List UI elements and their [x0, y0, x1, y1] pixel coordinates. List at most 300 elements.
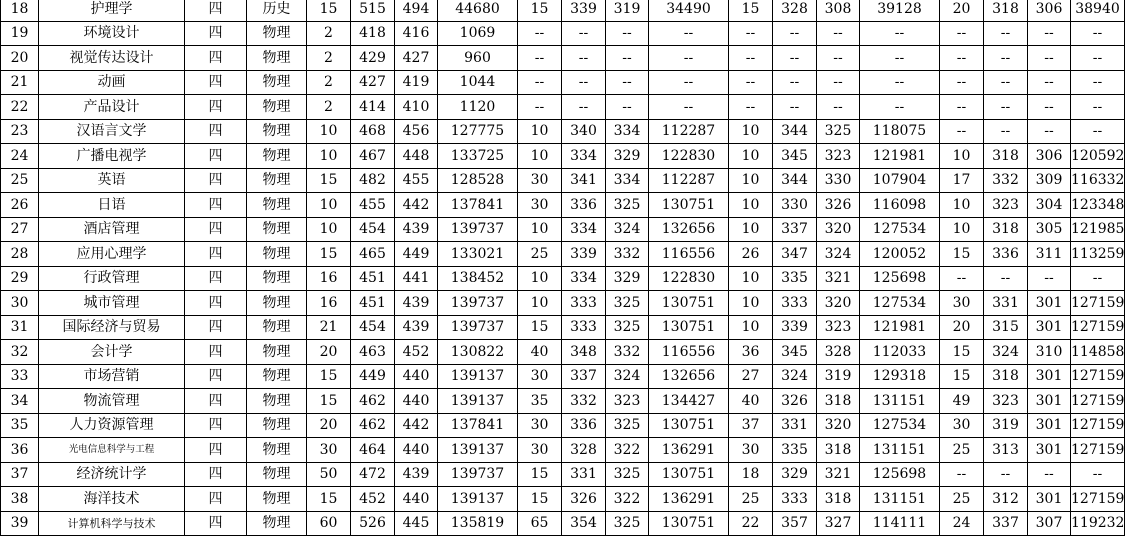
max-score-cell: --: [773, 95, 817, 120]
min-score-cell: 321: [817, 266, 860, 291]
min-score-cell: 416: [395, 21, 438, 46]
max-score-cell: 339: [562, 242, 606, 267]
max-score-cell: 341: [562, 168, 606, 193]
subject-cell: 物理: [247, 462, 307, 487]
min-rank-cell: 127775: [438, 119, 518, 144]
min-rank-cell: --: [1071, 266, 1125, 291]
min-score-cell: 301: [1028, 364, 1071, 389]
major-name-cell: 会计学: [39, 340, 185, 365]
max-score-cell: --: [984, 95, 1028, 120]
duration-cell: 四: [185, 291, 247, 316]
table-row: [1, 462, 1125, 487]
max-score-cell: 468: [351, 119, 395, 144]
plan-count-cell: 15: [940, 364, 984, 389]
plan-count-cell: 30: [729, 438, 773, 463]
max-score-cell: 414: [351, 95, 395, 120]
max-score-cell: 337: [984, 511, 1028, 536]
max-score-cell: --: [562, 21, 606, 46]
min-score-cell: 449: [395, 242, 438, 267]
min-rank-cell: 139137: [438, 389, 518, 414]
min-score-cell: 439: [395, 217, 438, 242]
plan-count-cell: 10: [940, 217, 984, 242]
plan-count-cell: 10: [729, 168, 773, 193]
row-index-cell: 29: [1, 266, 39, 291]
min-score-cell: 304: [1028, 193, 1071, 218]
min-rank-cell: 134427: [649, 389, 729, 414]
min-rank-cell: --: [860, 70, 940, 95]
duration-cell: 四: [185, 413, 247, 438]
min-rank-cell: --: [649, 95, 729, 120]
plan-count-cell: 10: [729, 291, 773, 316]
min-rank-cell: --: [860, 21, 940, 46]
min-score-cell: 329: [606, 266, 649, 291]
max-score-cell: 331: [773, 413, 817, 438]
subject-cell: 物理: [247, 438, 307, 463]
min-score-cell: --: [1028, 21, 1071, 46]
max-score-cell: --: [562, 95, 606, 120]
max-score-cell: 515: [351, 0, 395, 21]
subject-cell: 物理: [247, 315, 307, 340]
table-row: [1, 193, 1125, 218]
plan-count-cell: 30: [518, 438, 562, 463]
table-row: [1, 438, 1125, 463]
min-score-cell: 334: [606, 168, 649, 193]
min-rank-cell: 116556: [649, 340, 729, 365]
plan-count-cell: 10: [518, 291, 562, 316]
row-index-cell: 36: [1, 438, 39, 463]
plan-count-cell: 30: [940, 291, 984, 316]
plan-count-cell: 25: [940, 487, 984, 512]
max-score-cell: 312: [984, 487, 1028, 512]
max-score-cell: 449: [351, 364, 395, 389]
min-rank-cell: 1069: [438, 21, 518, 46]
row-index-cell: 19: [1, 21, 39, 46]
plan-count-cell: 40: [518, 340, 562, 365]
min-rank-cell: --: [1071, 46, 1125, 71]
min-rank-cell: --: [860, 95, 940, 120]
max-score-cell: 323: [984, 193, 1028, 218]
subject-cell: 物理: [247, 291, 307, 316]
plan-count-cell: 20: [307, 413, 351, 438]
min-rank-cell: 114858: [1071, 340, 1125, 365]
max-score-cell: 318: [984, 0, 1028, 21]
table-row: [1, 70, 1125, 95]
max-score-cell: 418: [351, 21, 395, 46]
min-rank-cell: 130751: [649, 413, 729, 438]
min-score-cell: --: [1028, 95, 1071, 120]
plan-count-cell: 18: [729, 462, 773, 487]
row-index-cell: 27: [1, 217, 39, 242]
max-score-cell: 465: [351, 242, 395, 267]
min-rank-cell: 116098: [860, 193, 940, 218]
min-score-cell: --: [606, 95, 649, 120]
min-score-cell: 323: [817, 315, 860, 340]
min-rank-cell: --: [649, 46, 729, 71]
duration-cell: 四: [185, 217, 247, 242]
max-score-cell: 332: [984, 168, 1028, 193]
min-rank-cell: 127159: [1071, 291, 1125, 316]
major-name-cell: 人力资源管理: [39, 413, 185, 438]
max-score-cell: 455: [351, 193, 395, 218]
max-score-cell: 324: [984, 340, 1028, 365]
min-rank-cell: 122830: [649, 144, 729, 169]
min-rank-cell: 39128: [860, 0, 940, 21]
table-row: [1, 487, 1125, 512]
min-rank-cell: 139737: [438, 315, 518, 340]
min-rank-cell: 139137: [438, 364, 518, 389]
min-rank-cell: 133021: [438, 242, 518, 267]
min-rank-cell: 122830: [649, 266, 729, 291]
min-score-cell: 327: [817, 511, 860, 536]
table-row: [1, 46, 1125, 71]
plan-count-cell: 30: [518, 364, 562, 389]
min-score-cell: 442: [395, 413, 438, 438]
min-score-cell: 329: [606, 144, 649, 169]
min-score-cell: 301: [1028, 413, 1071, 438]
min-score-cell: 440: [395, 389, 438, 414]
max-score-cell: 339: [562, 0, 606, 21]
min-score-cell: 334: [606, 119, 649, 144]
min-rank-cell: 127159: [1071, 364, 1125, 389]
max-score-cell: 345: [773, 340, 817, 365]
duration-cell: 四: [185, 95, 247, 120]
max-score-cell: 315: [984, 315, 1028, 340]
min-rank-cell: 138452: [438, 266, 518, 291]
min-score-cell: 305: [1028, 217, 1071, 242]
min-rank-cell: 112287: [649, 119, 729, 144]
min-score-cell: 306: [1028, 0, 1071, 21]
max-score-cell: 451: [351, 266, 395, 291]
min-score-cell: 324: [606, 217, 649, 242]
plan-count-cell: 30: [518, 193, 562, 218]
duration-cell: 四: [185, 487, 247, 512]
min-rank-cell: 34490: [649, 0, 729, 21]
min-score-cell: 456: [395, 119, 438, 144]
min-rank-cell: 107904: [860, 168, 940, 193]
min-rank-cell: 127534: [860, 291, 940, 316]
min-score-cell: 309: [1028, 168, 1071, 193]
min-score-cell: 328: [817, 340, 860, 365]
min-rank-cell: 121985: [1071, 217, 1125, 242]
major-name-cell: 计算机科学与技术: [39, 511, 185, 536]
plan-count-cell: 10: [307, 119, 351, 144]
duration-cell: 四: [185, 168, 247, 193]
max-score-cell: 526: [351, 511, 395, 536]
min-rank-cell: 1120: [438, 95, 518, 120]
min-score-cell: --: [1028, 266, 1071, 291]
min-rank-cell: 960: [438, 46, 518, 71]
plan-count-cell: --: [518, 70, 562, 95]
plan-count-cell: --: [940, 46, 984, 71]
plan-count-cell: 2: [307, 95, 351, 120]
plan-count-cell: 10: [518, 144, 562, 169]
max-score-cell: 336: [984, 242, 1028, 267]
row-index-cell: 37: [1, 462, 39, 487]
min-score-cell: 442: [395, 193, 438, 218]
min-rank-cell: 125698: [860, 462, 940, 487]
major-name-cell: 日语: [39, 193, 185, 218]
min-score-cell: 439: [395, 462, 438, 487]
max-score-cell: 354: [562, 511, 606, 536]
max-score-cell: 329: [773, 462, 817, 487]
max-score-cell: 345: [773, 144, 817, 169]
min-rank-cell: 129318: [860, 364, 940, 389]
min-score-cell: 325: [606, 193, 649, 218]
plan-count-cell: 25: [518, 242, 562, 267]
min-rank-cell: 113259: [1071, 242, 1125, 267]
min-score-cell: 325: [817, 119, 860, 144]
max-score-cell: --: [984, 70, 1028, 95]
duration-cell: 四: [185, 0, 247, 21]
min-score-cell: 301: [1028, 315, 1071, 340]
plan-count-cell: --: [729, 70, 773, 95]
max-score-cell: --: [562, 70, 606, 95]
max-score-cell: 318: [984, 144, 1028, 169]
major-name-cell: 市场营销: [39, 364, 185, 389]
min-score-cell: 440: [395, 364, 438, 389]
plan-count-cell: 20: [940, 0, 984, 21]
min-score-cell: 440: [395, 487, 438, 512]
row-index-cell: 21: [1, 70, 39, 95]
subject-cell: 物理: [247, 95, 307, 120]
min-rank-cell: 132656: [649, 217, 729, 242]
row-index-cell: 38: [1, 487, 39, 512]
duration-cell: 四: [185, 21, 247, 46]
max-score-cell: 463: [351, 340, 395, 365]
plan-count-cell: 15: [940, 242, 984, 267]
subject-cell: 物理: [247, 511, 307, 536]
max-score-cell: 334: [562, 266, 606, 291]
plan-count-cell: 10: [307, 144, 351, 169]
table-row: [1, 144, 1125, 169]
max-score-cell: 333: [562, 291, 606, 316]
min-score-cell: 448: [395, 144, 438, 169]
min-rank-cell: 130751: [649, 511, 729, 536]
min-rank-cell: 44680: [438, 0, 518, 21]
subject-cell: 物理: [247, 364, 307, 389]
major-name-cell: 国际经济与贸易: [39, 315, 185, 340]
max-score-cell: 344: [773, 168, 817, 193]
min-rank-cell: 121981: [860, 144, 940, 169]
min-rank-cell: 127534: [860, 413, 940, 438]
max-score-cell: 326: [562, 487, 606, 512]
max-score-cell: 452: [351, 487, 395, 512]
max-score-cell: --: [984, 21, 1028, 46]
plan-count-cell: 16: [307, 291, 351, 316]
max-score-cell: 330: [773, 193, 817, 218]
max-score-cell: 313: [984, 438, 1028, 463]
max-score-cell: 336: [562, 193, 606, 218]
max-score-cell: 348: [562, 340, 606, 365]
min-rank-cell: 123348: [1071, 193, 1125, 218]
min-rank-cell: 114111: [860, 511, 940, 536]
min-score-cell: --: [1028, 119, 1071, 144]
plan-count-cell: 10: [729, 119, 773, 144]
major-name-cell: 英语: [39, 168, 185, 193]
min-score-cell: 320: [817, 413, 860, 438]
plan-count-cell: 30: [518, 168, 562, 193]
max-score-cell: 326: [773, 389, 817, 414]
plan-count-cell: 60: [307, 511, 351, 536]
major-name-cell: 视觉传达设计: [39, 46, 185, 71]
min-rank-cell: 136291: [649, 438, 729, 463]
plan-count-cell: 27: [729, 364, 773, 389]
max-score-cell: 319: [984, 413, 1028, 438]
duration-cell: 四: [185, 70, 247, 95]
min-score-cell: 325: [606, 413, 649, 438]
max-score-cell: 318: [984, 364, 1028, 389]
max-score-cell: 340: [562, 119, 606, 144]
table-row: [1, 340, 1125, 365]
major-name-cell: 应用心理学: [39, 242, 185, 267]
duration-cell: 四: [185, 511, 247, 536]
max-score-cell: --: [984, 266, 1028, 291]
major-name-cell: 汉语言文学: [39, 119, 185, 144]
max-score-cell: 337: [773, 217, 817, 242]
max-score-cell: 333: [773, 291, 817, 316]
row-index-cell: 18: [1, 0, 39, 21]
row-index-cell: 30: [1, 291, 39, 316]
min-rank-cell: 121981: [860, 315, 940, 340]
max-score-cell: 335: [773, 266, 817, 291]
subject-cell: 物理: [247, 389, 307, 414]
min-rank-cell: 130751: [649, 291, 729, 316]
duration-cell: 四: [185, 438, 247, 463]
major-name-cell: 环境设计: [39, 21, 185, 46]
min-score-cell: 326: [817, 193, 860, 218]
plan-count-cell: 30: [940, 413, 984, 438]
row-index-cell: 33: [1, 364, 39, 389]
min-rank-cell: 131151: [860, 438, 940, 463]
table-row: [1, 364, 1125, 389]
max-score-cell: --: [984, 119, 1028, 144]
plan-count-cell: 10: [518, 217, 562, 242]
min-rank-cell: 120052: [860, 242, 940, 267]
min-rank-cell: 127159: [1071, 413, 1125, 438]
min-rank-cell: 139137: [438, 438, 518, 463]
min-rank-cell: 130751: [649, 193, 729, 218]
subject-cell: 物理: [247, 487, 307, 512]
major-name-cell: 经济统计学: [39, 462, 185, 487]
max-score-cell: 454: [351, 217, 395, 242]
min-score-cell: --: [606, 70, 649, 95]
min-score-cell: 419: [395, 70, 438, 95]
max-score-cell: 328: [773, 0, 817, 21]
min-score-cell: 310: [1028, 340, 1071, 365]
row-index-cell: 32: [1, 340, 39, 365]
min-score-cell: --: [817, 95, 860, 120]
table-body: [1, 0, 1125, 536]
plan-count-cell: 15: [307, 389, 351, 414]
plan-count-cell: 15: [518, 462, 562, 487]
min-score-cell: 410: [395, 95, 438, 120]
plan-count-cell: --: [729, 21, 773, 46]
table-row: [1, 242, 1125, 267]
min-score-cell: 307: [1028, 511, 1071, 536]
min-score-cell: 301: [1028, 291, 1071, 316]
subject-cell: 物理: [247, 193, 307, 218]
min-score-cell: --: [1028, 462, 1071, 487]
min-score-cell: 494: [395, 0, 438, 21]
max-score-cell: 334: [562, 217, 606, 242]
plan-count-cell: 65: [518, 511, 562, 536]
subject-cell: 物理: [247, 46, 307, 71]
plan-count-cell: 25: [940, 438, 984, 463]
max-score-cell: 336: [562, 413, 606, 438]
min-rank-cell: 132656: [649, 364, 729, 389]
min-rank-cell: 131151: [860, 487, 940, 512]
min-rank-cell: 137841: [438, 413, 518, 438]
table-row: [1, 119, 1125, 144]
min-score-cell: 455: [395, 168, 438, 193]
max-score-cell: 467: [351, 144, 395, 169]
min-score-cell: --: [606, 46, 649, 71]
min-score-cell: 325: [606, 462, 649, 487]
row-index-cell: 24: [1, 144, 39, 169]
max-score-cell: 333: [562, 315, 606, 340]
row-index-cell: 39: [1, 511, 39, 536]
plan-count-cell: --: [518, 46, 562, 71]
max-score-cell: --: [562, 46, 606, 71]
duration-cell: 四: [185, 242, 247, 267]
max-score-cell: 347: [773, 242, 817, 267]
plan-count-cell: --: [940, 95, 984, 120]
min-score-cell: 308: [817, 0, 860, 21]
min-score-cell: 301: [1028, 389, 1071, 414]
row-index-cell: 31: [1, 315, 39, 340]
row-index-cell: 23: [1, 119, 39, 144]
min-rank-cell: 128528: [438, 168, 518, 193]
max-score-cell: 323: [984, 389, 1028, 414]
min-rank-cell: 139737: [438, 462, 518, 487]
min-rank-cell: 130751: [649, 462, 729, 487]
min-score-cell: 301: [1028, 487, 1071, 512]
subject-cell: 物理: [247, 413, 307, 438]
max-score-cell: --: [984, 46, 1028, 71]
major-name-cell: 光电信息科学与工程: [39, 438, 185, 463]
plan-count-cell: --: [940, 462, 984, 487]
plan-count-cell: 10: [940, 193, 984, 218]
min-rank-cell: --: [649, 21, 729, 46]
major-name-cell: 护理学: [39, 0, 185, 21]
min-score-cell: 441: [395, 266, 438, 291]
plan-count-cell: 15: [307, 0, 351, 21]
duration-cell: 四: [185, 389, 247, 414]
min-rank-cell: 133725: [438, 144, 518, 169]
plan-count-cell: 16: [307, 266, 351, 291]
plan-count-cell: 20: [940, 315, 984, 340]
min-rank-cell: --: [860, 46, 940, 71]
plan-count-cell: 15: [518, 0, 562, 21]
min-score-cell: 330: [817, 168, 860, 193]
max-score-cell: 337: [562, 364, 606, 389]
max-score-cell: 331: [562, 462, 606, 487]
plan-count-cell: 15: [307, 242, 351, 267]
min-score-cell: --: [817, 70, 860, 95]
min-score-cell: 452: [395, 340, 438, 365]
table-row: [1, 217, 1125, 242]
plan-count-cell: 2: [307, 21, 351, 46]
max-score-cell: --: [984, 462, 1028, 487]
table-row: [1, 168, 1125, 193]
plan-count-cell: 10: [940, 144, 984, 169]
min-rank-cell: 139737: [438, 217, 518, 242]
min-score-cell: 440: [395, 438, 438, 463]
max-score-cell: 462: [351, 413, 395, 438]
max-score-cell: 324: [773, 364, 817, 389]
min-score-cell: 318: [817, 438, 860, 463]
plan-count-cell: 40: [729, 389, 773, 414]
